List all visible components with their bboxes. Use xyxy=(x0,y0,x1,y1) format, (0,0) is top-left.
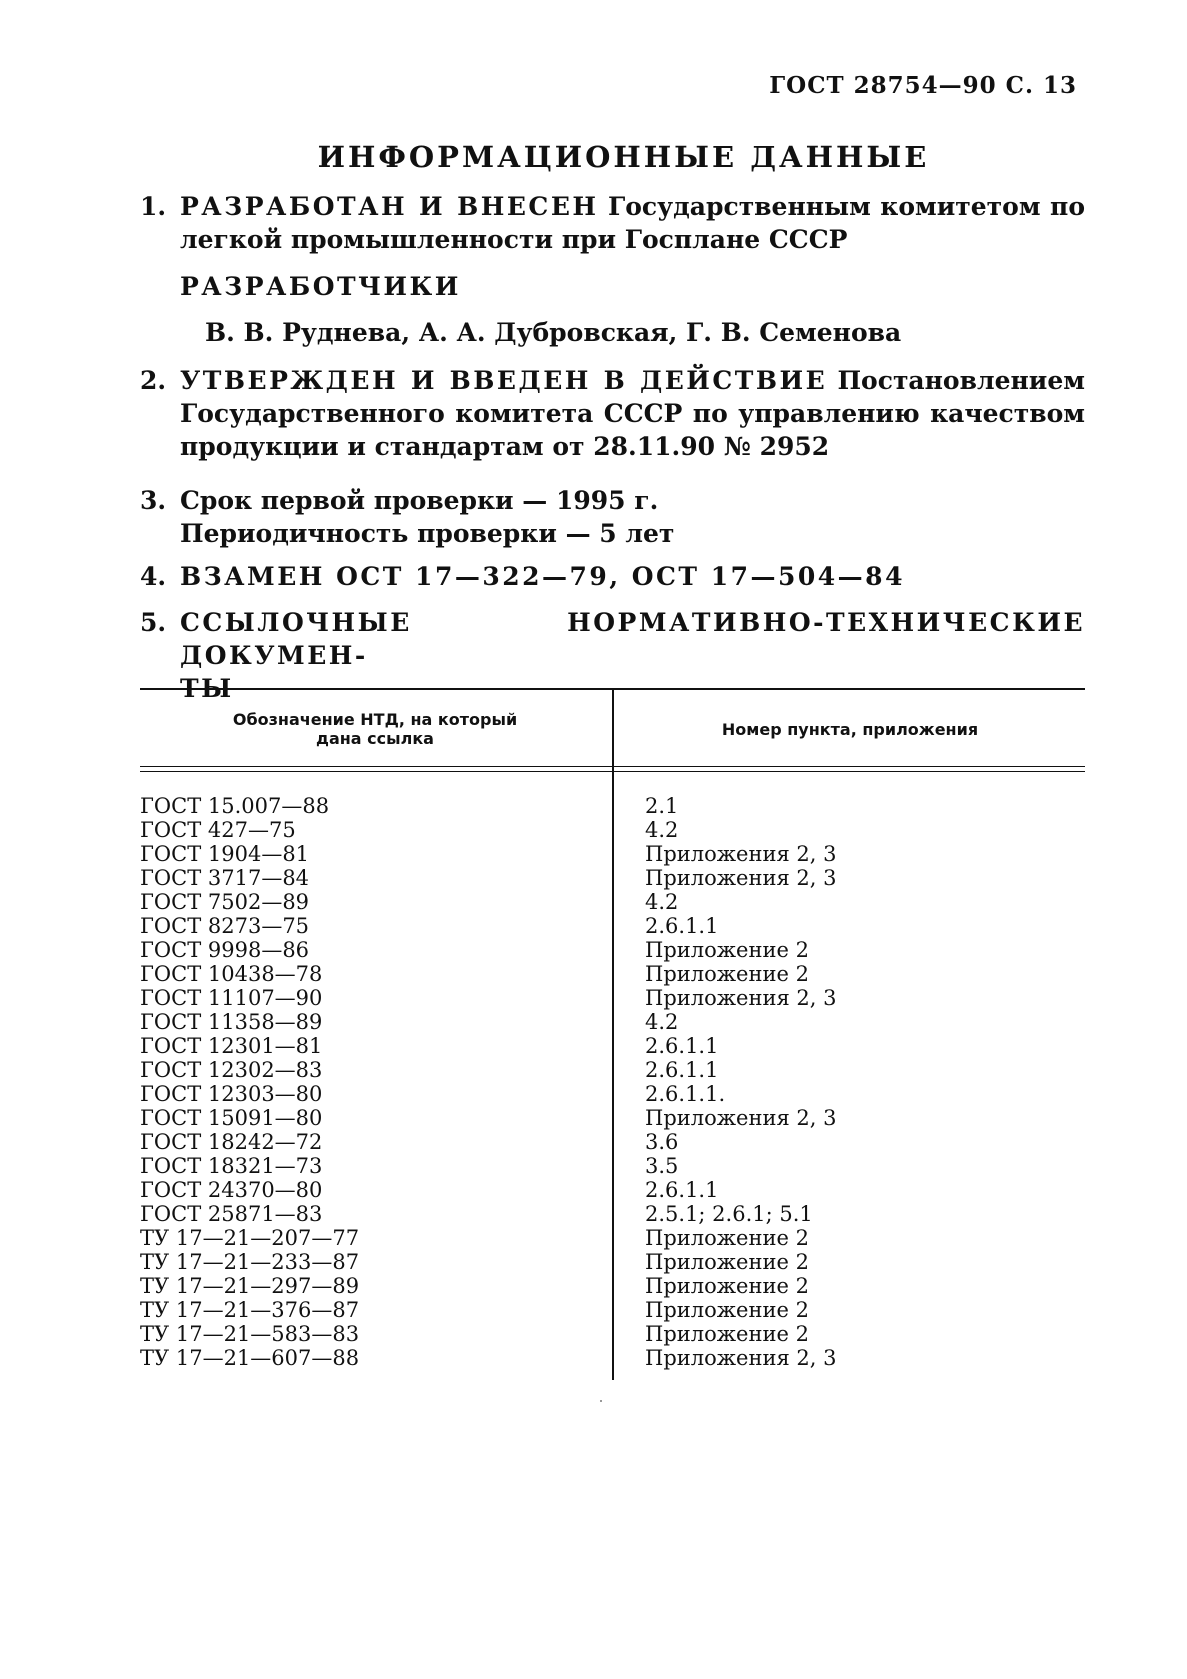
item-2 xyxy=(140,364,1085,463)
item-5-line-1: ССЫЛОЧНЫЕ НОРМАТИВНО-ТЕХНИЧЕСКИЕ ДОКУМЕН- xyxy=(180,608,1085,670)
ntd-designation: ГОСТ 24370—80 xyxy=(140,1178,323,1202)
ntd-designation: ТУ 17—21—297—89 xyxy=(140,1274,360,1298)
developers-heading: РАЗРАБОТЧИКИ xyxy=(180,272,461,301)
table-row xyxy=(140,1058,1085,1082)
clause-reference: 2.6.1.1 xyxy=(645,914,719,938)
developers-names: В. В. Руднева, А. А. Дубровская, Г. В. Семенова xyxy=(205,318,902,347)
table-row xyxy=(140,890,1085,914)
ntd-designation: ТУ 17—21—207—77 xyxy=(140,1226,360,1250)
item-5-line-2: ТЫ xyxy=(180,674,234,703)
table-row xyxy=(140,1010,1085,1034)
item-4 xyxy=(140,560,1085,593)
ntd-designation: ТУ 17—21—583—83 xyxy=(140,1322,360,1346)
scan-speck xyxy=(600,1400,602,1402)
item-1-number: 1. xyxy=(140,192,167,221)
ntd-designation: ГОСТ 1904—81 xyxy=(140,842,310,866)
table-header-rule-2 xyxy=(140,771,1085,772)
table-row xyxy=(140,794,1085,818)
table-row xyxy=(140,1274,1085,1298)
clause-reference: 2.1 xyxy=(645,794,679,818)
clause-reference: Приложение 2 xyxy=(645,938,809,962)
item-3-line-1: Срок первой проверки — 1995 г. xyxy=(180,486,659,515)
ntd-designation: ГОСТ 11107—90 xyxy=(140,986,323,1010)
ntd-designation: ГОСТ 3717—84 xyxy=(140,866,310,890)
table-row xyxy=(140,1082,1085,1106)
clause-reference: 3.5 xyxy=(645,1154,679,1178)
table-row xyxy=(140,962,1085,986)
table-row xyxy=(140,1226,1085,1250)
item-2-text-3: продукции и стандартам от 28.11.90 № 2952 xyxy=(180,432,830,461)
ntd-designation: ГОСТ 8273—75 xyxy=(140,914,310,938)
table-row xyxy=(140,914,1085,938)
item-5-number: 5. xyxy=(140,608,167,637)
table-header-ref: Номер пункта, приложения xyxy=(721,720,979,739)
item-2-text-1: Постановлением xyxy=(837,366,1085,395)
item-2-text-2: Государственного комитета СССР по управлению качеством xyxy=(180,399,1085,428)
table-row xyxy=(140,1178,1085,1202)
table-header-rule-1 xyxy=(140,766,1085,767)
table-header-ntd-line-1: Обозначение НТД, на который xyxy=(232,710,518,729)
item-3-line-2: Периодичность проверки — 5 лет xyxy=(180,519,675,548)
ntd-designation: ГОСТ 12302—83 xyxy=(140,1058,323,1082)
item-1-lead: РАЗРАБОТАН И ВНЕСЕН xyxy=(180,192,599,221)
table-row xyxy=(140,1034,1085,1058)
table-row xyxy=(140,1346,1085,1370)
clause-reference: Приложения 2, 3 xyxy=(645,1346,837,1370)
item-2-line-1 xyxy=(180,364,1085,397)
ntd-designation: ГОСТ 12303—80 xyxy=(140,1082,323,1106)
table-row xyxy=(140,1322,1085,1346)
item-1-text-1: Государственным комитетом по xyxy=(607,192,1085,221)
table-row xyxy=(140,866,1085,890)
table-row xyxy=(140,1154,1085,1178)
clause-reference: Приложение 2 xyxy=(645,1250,809,1274)
item-1-line-1 xyxy=(180,190,1085,223)
table-row xyxy=(140,1106,1085,1130)
item-1-text-2: легкой промышленности при Госплане СССР xyxy=(180,225,848,254)
clause-reference: Приложение 2 xyxy=(645,962,809,986)
document-title: ИНФОРМАЦИОННЫЕ ДАННЫЕ xyxy=(317,140,930,174)
ntd-designation: ТУ 17—21—376—87 xyxy=(140,1298,360,1322)
clause-reference: Приложение 2 xyxy=(645,1322,809,1346)
ntd-designation: ГОСТ 12301—81 xyxy=(140,1034,323,1058)
ntd-designation: ГОСТ 427—75 xyxy=(140,818,296,842)
clause-reference: 4.2 xyxy=(645,1010,679,1034)
table-header-ntd-line-2: дана ссылка xyxy=(316,729,434,748)
clause-reference: Приложения 2, 3 xyxy=(645,842,837,866)
item-4-text: ВЗАМЕН ОСТ 17—322—79, ОСТ 17—504—84 xyxy=(180,562,905,591)
item-3-number: 3. xyxy=(140,486,167,515)
table-row xyxy=(140,818,1085,842)
ntd-designation: ГОСТ 9998—86 xyxy=(140,938,310,962)
clause-reference: 4.2 xyxy=(645,818,679,842)
clause-reference: 2.6.1.1 xyxy=(645,1178,719,1202)
item-4-number: 4. xyxy=(140,562,167,591)
clause-reference: Приложения 2, 3 xyxy=(645,1106,837,1130)
ntd-designation: ГОСТ 10438—78 xyxy=(140,962,323,986)
clause-reference: Приложение 2 xyxy=(645,1298,809,1322)
clause-reference: Приложение 2 xyxy=(645,1226,809,1250)
clause-reference: Приложение 2 xyxy=(645,1274,809,1298)
ntd-designation: ТУ 17—21—607—88 xyxy=(140,1346,360,1370)
clause-reference: Приложения 2, 3 xyxy=(645,866,837,890)
item-3 xyxy=(140,484,1085,550)
ntd-designation: ГОСТ 11358—89 xyxy=(140,1010,323,1034)
clause-reference: 2.6.1.1. xyxy=(645,1082,726,1106)
table-row xyxy=(140,986,1085,1010)
clause-reference: 2.5.1; 2.6.1; 5.1 xyxy=(645,1202,813,1226)
clause-reference: 2.6.1.1 xyxy=(645,1034,719,1058)
ntd-designation: ГОСТ 18242—72 xyxy=(140,1130,323,1154)
ntd-designation: ГОСТ 7502—89 xyxy=(140,890,310,914)
clause-reference: 2.6.1.1 xyxy=(645,1058,719,1082)
item-2-lead: УТВЕРЖДЕН И ВВЕДЕН В ДЕЙСТВИЕ xyxy=(180,366,828,395)
table-row xyxy=(140,1202,1085,1226)
clause-reference: 3.6 xyxy=(645,1130,679,1154)
ntd-designation: ГОСТ 18321—73 xyxy=(140,1154,323,1178)
ntd-designation: ГОСТ 15091—80 xyxy=(140,1106,323,1130)
clause-reference: Приложения 2, 3 xyxy=(645,986,837,1010)
clause-reference: 4.2 xyxy=(645,890,679,914)
ntd-designation: ГОСТ 25871—83 xyxy=(140,1202,323,1226)
table-row xyxy=(140,842,1085,866)
item-2-number: 2. xyxy=(140,366,167,395)
item-1 xyxy=(140,190,1085,256)
page-header: ГОСТ 28754—90 С. 13 xyxy=(769,72,1077,99)
table-body xyxy=(140,794,1085,1370)
table-row xyxy=(140,938,1085,962)
ntd-designation: ГОСТ 15.007—88 xyxy=(140,794,330,818)
table-header-ntd xyxy=(140,710,610,748)
table-row xyxy=(140,1130,1085,1154)
table-row xyxy=(140,1250,1085,1274)
table-row xyxy=(140,1298,1085,1322)
ntd-designation: ТУ 17—21—233—87 xyxy=(140,1250,360,1274)
